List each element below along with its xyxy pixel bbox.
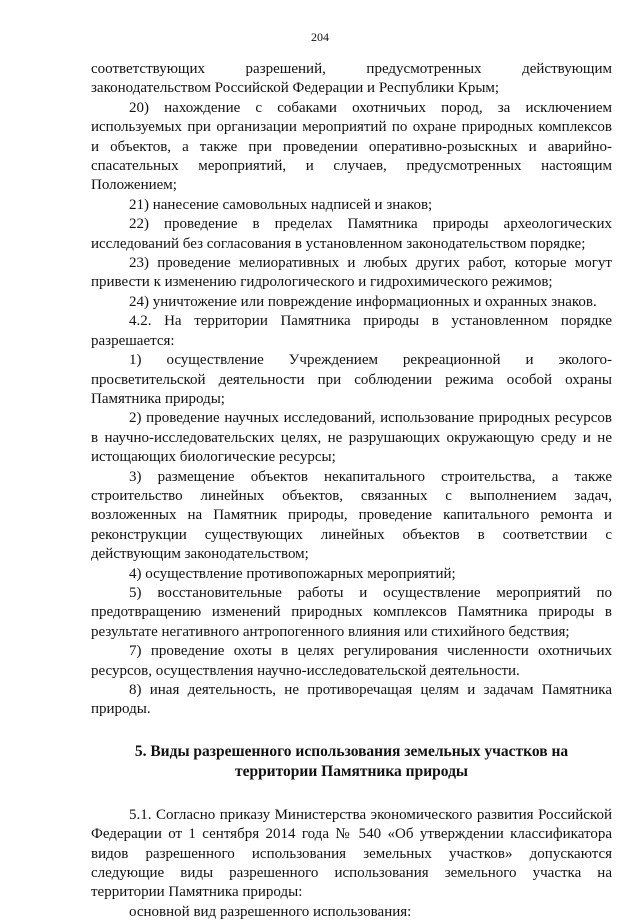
paragraph: 4) осуществление противопожарных мероприятий; [129,565,456,582]
paragraph: 5) восстановительные работы и осуществление мероприятий по предотвращению изменений природных комплексов Памятника природы в результате негативного антропогенного влияния или стихийного бедствия; [91,584,612,640]
paragraph: 22) проведение в пределах Памятника природы археологических исследований без согласования в установленном законодательством порядке; [91,216,612,252]
paragraph: 4.2. На территории Памятника природы в установленном порядке разрешается: [91,313,612,349]
document-body [91,60,612,922]
section-heading [91,742,612,782]
paragraph: 24) уничтожение или повреждение информационных и охранных знаков. [129,293,597,310]
paragraph: основной вид разрешенного использования: [129,903,412,920]
paragraph: 21) нанесение самовольных надписей и знаков; [129,196,433,213]
paragraph: 8) иная деятельность, не противоречащая целям и задачам Памятника природы. [91,682,612,718]
section-heading-line-1: 5. Виды разрешенного использования земельных участков на [134,742,569,760]
paragraph: 5.1. Согласно приказу Министерства экономического развития Российской Федерации от 1 сентября 2014 года № 540 «Об утверждении классификатора видов разрешенного использования земельных участков» допускаются следующие виды разрешенного использования земельного участка на территории Памятника природы: [91,806,612,901]
list-top-paragraphs [91,60,612,720]
paragraph: соответствующих разрешений, предусмотренных действующим законодательством Российской Федерации и Республики Крым; [91,61,612,97]
page-number: 204 [311,30,329,44]
paragraph: 1) осуществление Учреждением рекреационной и эколого-просветительской деятельности при соблюдении режима особой охраны Памятника природы; [91,352,612,407]
paragraph: 2) проведение научных исследований, использование природных ресурсов в научно-исследовательских целях, не разрушающих окружающую среду и не истощающих биологические ресурсы; [91,410,612,466]
paragraph: 20) нахождение с собаками охотничьих пород, за исключением используемых при организации мероприятий по охране природных комплексов и объектов, а также при проведении оперативно-розыскных и аварийно-спасательных мероприятий, и случаев, предусмотренных настоящим Положением; [91,99,612,194]
section-heading-line-2: территории Памятника природы [234,762,469,780]
list-bottom-paragraphs [91,806,612,922]
paragraph: 7) проведение охоты в целях регулирования численности охотничьих ресурсов, осуществления научно-исследовательской деятельности. [91,643,612,679]
paragraph: 23) проведение мелиоративных и любых других работ, которые могут привести к изменению гидрологического и гидрохимического режимов; [91,255,612,291]
paragraph: 3) размещение объектов некапитального строительства, а также строительство линейных объектов, связанных с выполнением задач, возложенных на Памятник природы, проведение капитального ремонта и реконструкции существующих линейных объектов в соответствии с действующим законодательством; [91,468,612,563]
